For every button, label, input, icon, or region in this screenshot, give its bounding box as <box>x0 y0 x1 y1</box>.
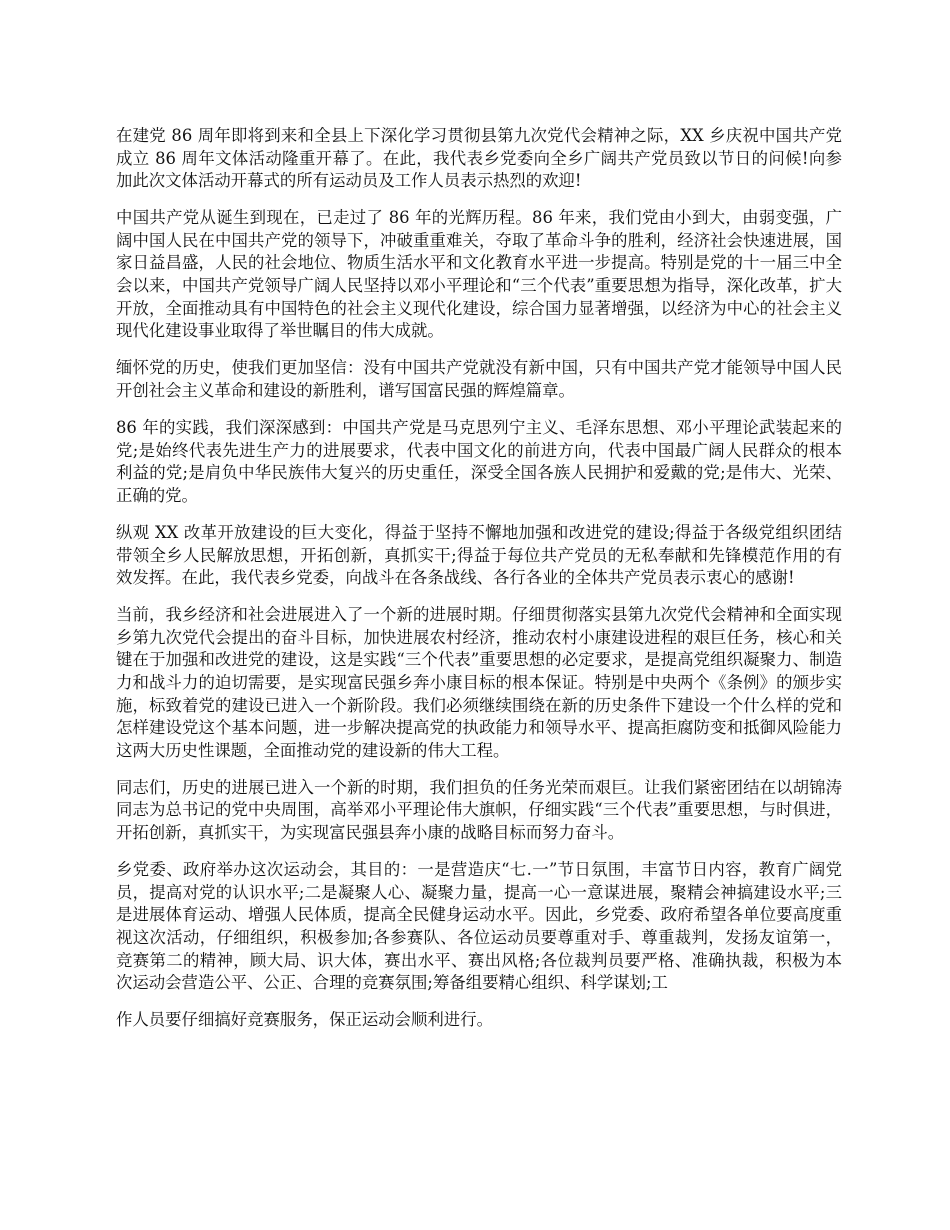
paragraph-current-period: 当前，我乡经济和社会进展进入了一个新的进展时期。仔细贯彻落实县第九次党代会精神和全面实现乡第九次党代会提出的奋斗目标，加快进展农村经济，推动农村小康建设进程的艰巨任务，核心和关键在于加强和改进党的建设，这是实践“三个代表”重要思想的必定要求，是提高党组织凝聚力、制造力和战斗力的迫切需要，是实现富民强乡奔小康目标的根本保证。特别是中央两个《条例》的颁步实施，标致着党的建设已进入一个新阶段。我们必须继续围绕在新的历史条件下建设一个什么样的党和怎样建设党这个基本问题，进一步解决提高党的执政能力和领导水平、提高拒腐防变和抵御风险能力这两大历史性课题，全面推动党的建设新的伟大工程。 <box>116 605 842 760</box>
paragraph-history: 中国共产党从诞生到现在，已走过了 86 年的光辉历程。86 年来，我们党由小到大，由弱变强，广阔中国人民在中国共产党的领导下，冲破重重难关，夺取了革命斗争的胜利，经济社会快速进展，国家日益昌盛，人民的社会地位、物质生活水平和文化教育水平进一步提高。特别是党的十一届三中全会以来，中国共产党领导广阔人民坚持以邓小平理论和“三个代表”重要思想为指导，深化改革，扩大开放，全面推动具有中国特色的社会主义现代化建设，综合国力显著增强，以经济为中心的社会主义现代化建设事业取得了举世瞩目的伟大成就。 <box>116 208 842 341</box>
document-body <box>116 125 842 1046</box>
paragraph-closing: 作人员要仔细搞好竞赛服务，保正运动会顺利进行。 <box>116 1010 493 1030</box>
paragraph-practice: 86 年的实践，我们深深感到：中国共产党是马克思列宁主义、毛泽东思想、邓小平理论武装起来的党;是始终代表先进生产力的进展要求，代表中国文化的前进方向，代表中国最广阔人民群众的根本利益的党;是肩负中华民族伟大复兴的历史重任，深受全国各族人民拥护和爱戴的党;是伟大、光荣、正确的党。 <box>116 418 842 505</box>
paragraph-sports-meet: 乡党委、政府举办这次运动会，其目的：一是营造庆“七.一”节日氛围，丰富节日内容，教育广阔党员，提高对党的认识水平;二是凝聚人心、凝聚力量，提高一心一意谋进展，聚精会神搞建设水平;三是进展体育运动、增强人民体质，提高全民健身运动水平。因此，乡党委、政府希望各单位要高度重视这次活动，仔细组织，积极参加;各参赛队、各位运动员要尊重对手、尊重裁判，发扬友谊第一，竞赛第二的精神，顾大局、识大体，赛出水平、赛出风格;各位裁判员要严格、准确执裁，积极为本次运动会营造公平、公正、合理的竞赛氛围;筹备组要精心组织、科学谋划;工 <box>116 860 842 993</box>
paragraph-comrades: 同志们，历史的进展已进入一个新的时期，我们担负的任务光荣而艰巨。让我们紧密团结在以胡锦涛同志为总书记的党中央周围，高举邓小平理论伟大旗帜，仔细实践“三个代表”重要思想，与时俱进，开拓创新，真抓实干，为实现富民强县奔小康的战略目标而努力奋斗。 <box>116 777 842 843</box>
paragraph-reform: 纵观 XX 改革开放建设的巨大变化，得益于坚持不懈地加强和改进党的建设;得益于各级党组织团结带领全乡人民解放思想，开拓创新，真抓实干;得益于每位共产党员的无私奉献和先锋模范作用的有效发挥。在此，我代表乡党委，向战斗在各条战线、各行各业的全体共产党员表示衷心的感谢! <box>116 522 842 588</box>
paragraph-conviction: 缅怀党的历史，使我们更加坚信：没有中国共产党就没有新中国，只有中国共产党才能领导中国人民开创社会主义革命和建设的新胜利，谱写国富民强的辉煌篇章。 <box>116 358 842 400</box>
paragraph-opening: 在建党 86 周年即将到来和全县上下深化学习贯彻县第九次党代会精神之际，XX 乡庆祝中国共产党成立 86 周年文体活动隆重开幕了。在此，我代表乡党委向全乡广阔共产党员致以节日的问候!向参加此次文体活动开幕式的所有运动员及工作人员表示热烈的欢迎! <box>116 126 842 191</box>
